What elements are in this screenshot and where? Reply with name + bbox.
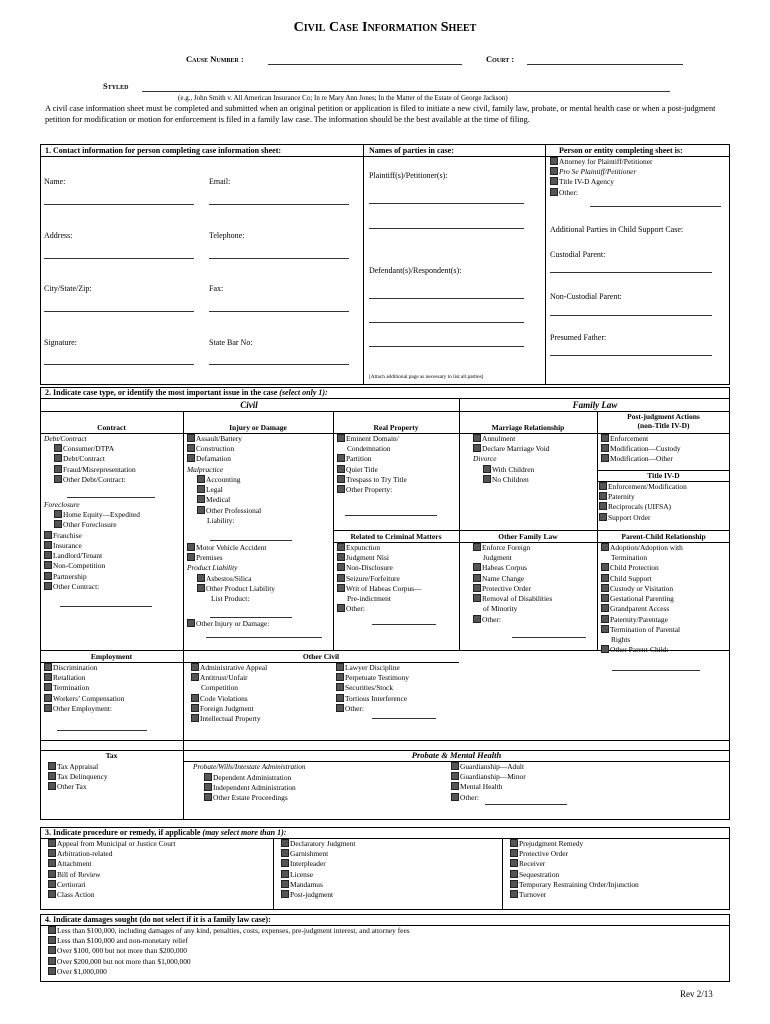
otherfam-list: Enforce Foreign Judgment Habeas Corpus Name Change Protective Order Removal of Disabilities of Minority Other:: [473, 543, 552, 625]
other-field[interactable]: [590, 206, 721, 207]
checkbox[interactable]: [601, 563, 609, 571]
checkbox[interactable]: [197, 506, 205, 514]
criminal-heading: Related to Criminal Matters: [350, 532, 442, 541]
checkbox[interactable]: [44, 541, 52, 549]
city-label: City/State/Zip:: [44, 284, 92, 293]
addl-parties-label: Additional Parties in Child Support Case:: [550, 225, 684, 234]
checkbox[interactable]: [191, 714, 199, 722]
presumed-field[interactable]: [550, 355, 712, 356]
checkbox[interactable]: [48, 926, 56, 934]
checkbox[interactable]: [54, 520, 62, 528]
checkbox[interactable]: [44, 683, 52, 691]
checkbox[interactable]: [187, 553, 195, 561]
prose-option[interactable]: Pro Se Plaintiff/Petitioner: [550, 167, 652, 177]
checkbox[interactable]: [336, 704, 344, 712]
checkbox[interactable]: [601, 625, 609, 633]
section2-heading: 2. Indicate case type, or identify the most important issue in the case (select only 1):: [45, 388, 328, 397]
marriage-heading: Marriage Relationship: [491, 423, 565, 432]
parentchild-heading: Parent-Child Relationship: [621, 532, 706, 541]
otherfam-other-field[interactable]: [512, 637, 586, 638]
checkbox[interactable]: [197, 574, 205, 582]
checkbox[interactable]: [510, 890, 518, 898]
othercivil-col2: Lawyer Discipline Perpetuate Testimony Securities/Stock Tortious Interference Other:: [336, 663, 409, 714]
realprop-heading: Real Property: [373, 423, 419, 432]
fax-field[interactable]: [209, 311, 349, 312]
checkbox[interactable]: [204, 783, 212, 791]
checkbox[interactable]: [187, 444, 195, 452]
checkbox[interactable]: [599, 482, 607, 490]
checkbox[interactable]: [336, 663, 344, 671]
cause-number-field[interactable]: [268, 64, 462, 65]
checkbox[interactable]: [510, 880, 518, 888]
checkbox[interactable]: [337, 543, 345, 551]
email-field[interactable]: [209, 204, 349, 205]
fax-label: Fax:: [209, 284, 224, 293]
court-field[interactable]: [527, 64, 683, 65]
bar-field[interactable]: [209, 364, 349, 365]
court-label: Court :: [486, 54, 515, 64]
family-heading: Family Law: [572, 400, 618, 410]
plaintiff-field-2[interactable]: [369, 228, 524, 229]
cause-number-label: Cause Number :: [186, 54, 244, 64]
address-field[interactable]: [44, 258, 194, 259]
other-option[interactable]: Other:: [550, 188, 652, 198]
product-field[interactable]: [210, 617, 292, 618]
employment-heading: Employment: [90, 652, 133, 661]
checkbox[interactable]: [187, 619, 195, 627]
probate-list-2: Guardianship—Adult Guardianship—Minor Mental Health Other:: [451, 762, 526, 803]
other-property-field[interactable]: [345, 515, 437, 516]
other-injury: Other Injury or Damage:: [187, 619, 269, 629]
plaintiff-field-1[interactable]: [369, 203, 524, 204]
checkbox[interactable]: [599, 492, 607, 500]
checkbox[interactable]: [510, 870, 518, 878]
checkbox[interactable]: [204, 793, 212, 801]
revision-label: Rev 2/13: [680, 989, 713, 999]
custodial-field[interactable]: [550, 272, 712, 273]
postjudg-list: Enforcement Modification—Custody Modification—Other: [601, 434, 681, 465]
checkbox[interactable]: [601, 604, 609, 612]
checkbox[interactable]: [48, 782, 56, 790]
defendant-field-1[interactable]: [369, 298, 524, 299]
checkbox[interactable]: [473, 594, 481, 602]
checkbox[interactable]: [473, 543, 481, 551]
checkbox[interactable]: [48, 870, 56, 878]
otherfam-heading: Other Family Law: [498, 532, 558, 541]
checkbox[interactable]: [187, 454, 195, 462]
other-contract-field[interactable]: [60, 606, 152, 607]
checkbox[interactable]: [197, 475, 205, 483]
checkbox[interactable]: [281, 849, 289, 857]
checkbox[interactable]: [337, 485, 345, 493]
checkbox[interactable]: [48, 880, 56, 888]
plaintiffs-label: Plaintiff(s)/Petitioner(s):: [369, 171, 448, 180]
styled-field[interactable]: [142, 91, 670, 92]
name-label: Name:: [44, 177, 66, 186]
bar-label: State Bar No:: [209, 338, 253, 347]
checkbox[interactable]: [599, 513, 607, 521]
checkbox[interactable]: [281, 839, 289, 847]
defendant-field-3[interactable]: [369, 346, 524, 347]
checkbox[interactable]: [336, 673, 344, 681]
checkbox[interactable]: [337, 434, 345, 442]
contract-list: Debt/Contract Consumer/DTPA Debt/Contract Fraud/Misrepresentation Other Debt/Contract:: [44, 434, 136, 484]
checkbox[interactable]: [337, 604, 345, 612]
checkbox[interactable]: [281, 859, 289, 867]
liability-field[interactable]: [210, 540, 292, 541]
checkbox[interactable]: [337, 475, 345, 483]
civil-heading: Civil: [240, 400, 258, 410]
other-debt-field[interactable]: [67, 497, 155, 498]
checkbox[interactable]: [336, 683, 344, 691]
checkbox[interactable]: [483, 465, 491, 473]
probate-sub: Probate/Wills/Intestate Administration: [193, 762, 306, 771]
checkbox[interactable]: [451, 762, 459, 770]
injury-heading: Injury or Damage: [229, 423, 287, 432]
styled-label: Styled: [103, 81, 129, 91]
checkbox[interactable]: [473, 574, 481, 582]
parentchild-other-field[interactable]: [612, 670, 700, 671]
checkbox[interactable]: [48, 936, 56, 944]
checkbox[interactable]: [48, 772, 56, 780]
employment-list: Discrimination Retaliation Termination Workers’ Compensation Other Employment:: [44, 663, 124, 714]
checkbox[interactable]: [54, 454, 62, 462]
checkbox[interactable]: [54, 510, 62, 518]
other-employment-field[interactable]: [57, 730, 147, 731]
checkbox[interactable]: [44, 704, 52, 712]
checkbox[interactable]: [48, 967, 56, 975]
noncustodial-field[interactable]: [550, 315, 712, 316]
checkbox[interactable]: [337, 584, 345, 592]
attach-note: [Attach additional page as necessary to list all parties]: [369, 374, 484, 380]
s4-list: Less than $100,000, including damages of any kind, penalties, costs, expenses, pre-judgment interest, and attorney fees Less than $100,000 and non-monetary relief Over $100, 000 but not more than $200,000 Over $200,000 but not more than $1,000,000 Over $1,000,000: [48, 926, 410, 977]
checkbox[interactable]: [44, 694, 52, 702]
othercivil-col1: Administrative Appeal Antitrust/Unfair Competition Code Violations Foreign Judgment Intellectual Property: [191, 663, 267, 724]
address-label: Address:: [44, 231, 73, 240]
checkbox[interactable]: [510, 859, 518, 867]
checkbox[interactable]: [451, 772, 459, 780]
checkbox[interactable]: [48, 946, 56, 954]
marriage-list: Annulment Declare Marriage Void Divorce With Children No Children: [473, 434, 550, 484]
section3-heading: 3. Indicate procedure or remedy, if applicable (may select more than 1):: [45, 828, 287, 837]
realprop-list: Eminent Domain/ Condemnation Partition Quiet Title Trespass to Try Title Other Property:: [337, 434, 407, 495]
contract-heading: Contract: [97, 423, 126, 432]
checkbox[interactable]: [473, 563, 481, 571]
checkbox[interactable]: [44, 561, 52, 569]
checkbox[interactable]: [337, 553, 345, 561]
titleivd-option[interactable]: Title IV-D Agency: [550, 177, 652, 187]
titleivd-heading: Title IV-D: [647, 471, 680, 480]
injury-list: Assault/Battery Construction Defamation Malpractice Accounting Legal Medical Other Professional Liability:: [187, 434, 262, 525]
checkbox[interactable]: [281, 870, 289, 878]
checkbox[interactable]: [473, 584, 481, 592]
injury-list-2: Motor Vehicle Accident Premises Product Liability Asbestos/Silica Other Product Liability List Product:: [187, 543, 275, 604]
checkbox[interactable]: [601, 574, 609, 582]
checkbox[interactable]: [44, 551, 52, 559]
checkbox[interactable]: [601, 543, 609, 551]
checkbox[interactable]: [48, 859, 56, 867]
checkbox[interactable]: [48, 957, 56, 965]
checkbox[interactable]: [337, 465, 345, 473]
checkbox[interactable]: [451, 782, 459, 790]
checkbox[interactable]: [197, 495, 205, 503]
checkbox[interactable]: [191, 704, 199, 712]
postjudg-heading: Post-judgment Actions (non-Title IV-D): [627, 412, 700, 430]
probate-list: Dependent Administration Independent Administration Other Estate Proceedings: [204, 773, 296, 804]
signature-field[interactable]: [44, 364, 194, 365]
parentchild-list: Adoption/Adoption with Termination Child Protection Child Support Custody or Visitation Gestational Parenting Grandparent Access Paternity/Parentage Termination of Parental Rights Other Parent-Child:: [601, 543, 683, 655]
checkbox[interactable]: [187, 543, 195, 551]
checkbox[interactable]: [601, 584, 609, 592]
parties-heading: Names of parties in case:: [369, 146, 454, 155]
checkbox[interactable]: [337, 563, 345, 571]
attorney-option[interactable]: Attorney for Plaintiff/Petitioner: [550, 157, 652, 167]
checkbox[interactable]: [483, 475, 491, 483]
checkbox[interactable]: [451, 793, 459, 801]
checkbox[interactable]: [281, 890, 289, 898]
checkbox[interactable]: [601, 454, 609, 462]
checkbox[interactable]: [204, 773, 212, 781]
checkbox[interactable]: [54, 444, 62, 452]
checkbox[interactable]: [48, 849, 56, 857]
city-field[interactable]: [44, 311, 194, 312]
checkbox[interactable]: [601, 615, 609, 623]
s3-col1: Appeal from Municipal or Justice Court Arbitration-related Attachment Bill of Review Certiorari Class Action: [48, 839, 175, 900]
othercivil-other-field[interactable]: [372, 718, 436, 719]
checkbox[interactable]: [54, 465, 62, 473]
section1-heading: 1. Contact information for person completing case information sheet:: [45, 146, 282, 155]
checkbox[interactable]: [44, 531, 52, 539]
defendants-label: Defendant(s)/Respondent(s):: [369, 266, 462, 275]
presumed-label: Presumed Father:: [550, 333, 607, 342]
checkbox[interactable]: [48, 762, 56, 770]
checkbox[interactable]: [48, 839, 56, 847]
checkbox[interactable]: [44, 582, 52, 590]
custodial-label: Custodial Parent:: [550, 250, 606, 259]
othercivil-heading: Other Civil: [302, 652, 340, 661]
section4-heading: 4. Indicate damages sought (do not select if it is a family law case):: [45, 915, 271, 924]
checkbox[interactable]: [191, 673, 199, 681]
checkbox[interactable]: [187, 434, 195, 442]
page-title: Civil Case Information Sheet: [293, 20, 477, 35]
checkbox[interactable]: [336, 694, 344, 702]
checkbox[interactable]: [550, 157, 558, 165]
person-heading: Person or entity completing sheet is:: [559, 146, 683, 155]
checkbox[interactable]: [510, 839, 518, 847]
noncustodial-label: Non-Custodial Parent:: [550, 292, 622, 301]
checkbox[interactable]: [54, 475, 62, 483]
styled-example: (e.g., John Smith v. All American Insurance Co; In re Mary Ann Jones; In the Matter of the Estate of George Jackson): [178, 94, 508, 102]
checkbox[interactable]: [473, 434, 481, 442]
email-label: Email:: [209, 177, 231, 186]
checkbox[interactable]: [550, 177, 558, 185]
criminal-other-field[interactable]: [372, 624, 436, 625]
criminal-list: Expunction Judgment Nisi Non-Disclosure Seizure/Forfeiture Writ of Habeas Corpus— Pre-indictment Other:: [337, 543, 421, 615]
other-injury-field[interactable]: [206, 637, 322, 638]
checkbox[interactable]: [197, 584, 205, 592]
probate-other-field[interactable]: [485, 804, 567, 805]
checkbox[interactable]: [44, 572, 52, 580]
signature-label: Signature:: [44, 338, 77, 347]
checkbox[interactable]: [601, 444, 609, 452]
s3-col3: Prejudgment Remedy Protective Order Receiver Sequestration Temporary Restraining Order/Injunction Turnover: [510, 839, 639, 900]
titleivd-list: Enforcement/Modification Paternity Reciprocals (UIFSA) Support Order: [599, 482, 687, 523]
s3-col2: Declaratory Judgment Garnishment Interpleader License Mandamus Post-judgment: [281, 839, 355, 900]
probate-heading: Probate & Mental Health: [411, 750, 502, 760]
foreclosure-list: Foreclosure Home Equity—Expedited Other Foreclosure Franchise Insurance Landlord/Tenant Non-Competition Partnership Other Contract:: [44, 500, 140, 591]
checkbox[interactable]: [44, 663, 52, 671]
checkbox[interactable]: [601, 645, 609, 653]
tax-list: Tax Appraisal Tax Delinquency Other Tax: [48, 762, 108, 793]
checkbox[interactable]: [599, 502, 607, 510]
checkbox[interactable]: [473, 444, 481, 452]
checkbox[interactable]: [510, 849, 518, 857]
checkbox[interactable]: [281, 880, 289, 888]
checkbox[interactable]: [191, 663, 199, 671]
name-field[interactable]: [44, 204, 194, 205]
checkbox[interactable]: [550, 188, 558, 196]
checkbox[interactable]: [44, 673, 52, 681]
checkbox[interactable]: [601, 594, 609, 602]
defendant-field-2[interactable]: [369, 322, 524, 323]
checkbox[interactable]: [191, 694, 199, 702]
checkbox[interactable]: [601, 434, 609, 442]
checkbox[interactable]: [337, 574, 345, 582]
telephone-label: Telephone:: [209, 231, 245, 240]
person-options: [550, 157, 652, 198]
checkbox[interactable]: [473, 615, 481, 623]
checkbox[interactable]: [48, 890, 56, 898]
checkbox[interactable]: [550, 167, 558, 175]
checkbox[interactable]: [197, 485, 205, 493]
intro-text: A civil case information sheet must be completed and submitted when an original petition or application is filed to initiate a new civil, family law, probate, or mental health case or when a post-judgment petition for modification or motion for enforcement is filed in a family law case. The information should be the best available at the time of filing.: [45, 104, 716, 125]
tax-heading: Tax: [105, 751, 118, 760]
checkbox[interactable]: [337, 454, 345, 462]
telephone-field[interactable]: [209, 258, 349, 259]
